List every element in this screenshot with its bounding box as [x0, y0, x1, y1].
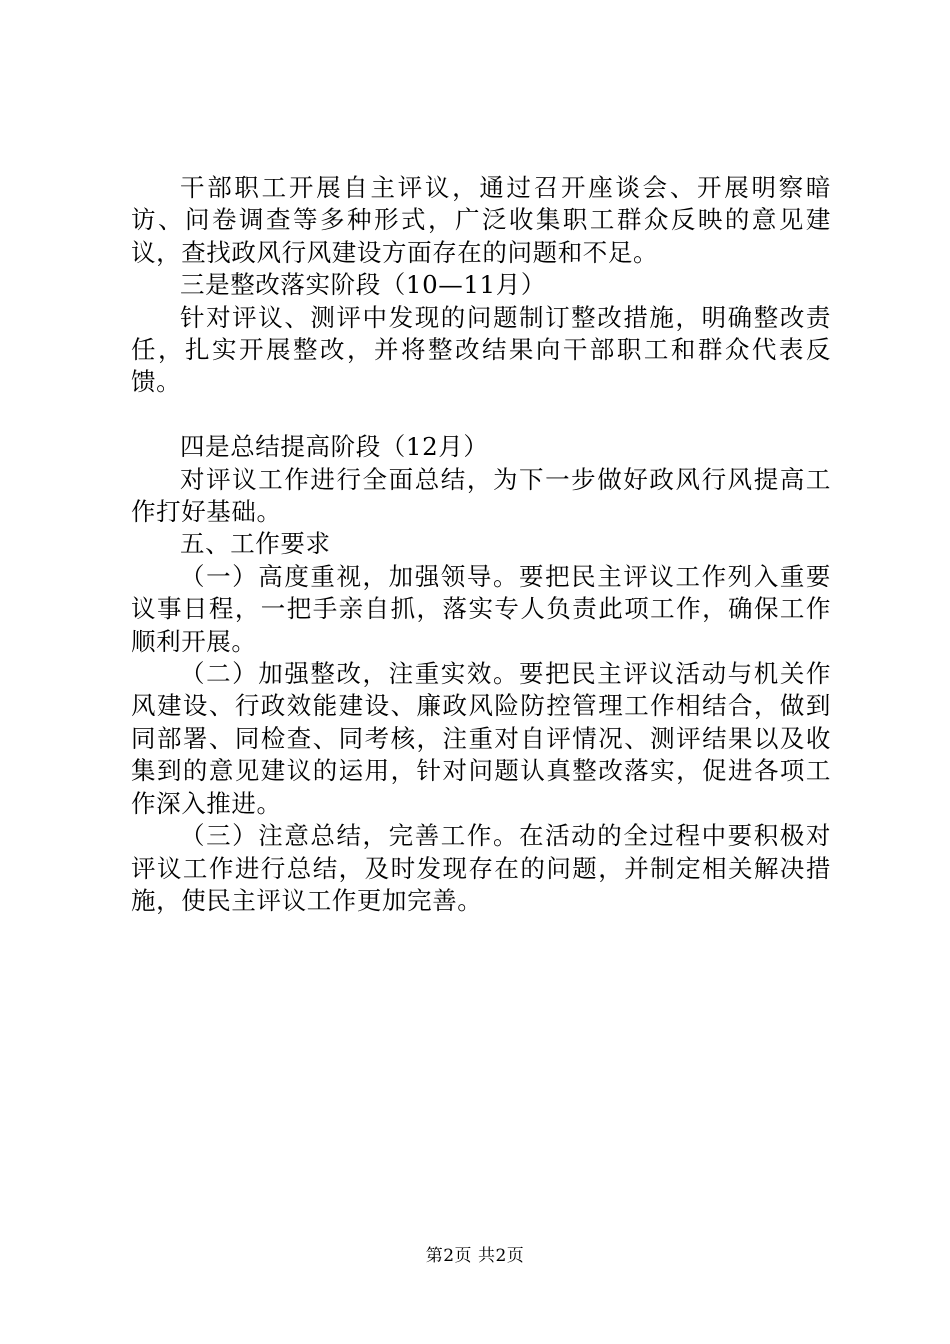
- paragraph-requirement-3: （三）注意总结，完善工作。在活动的全过程中要积极对评议工作进行总结，及时发现存在的问题，并制定相关解决措施，使民主评议工作更加完善。: [131, 821, 831, 915]
- paragraph-rectification-stage: 针对评议、测评中发现的问题制订整改措施，明确整改责任，扎实开展整改，并将整改结果向干部职工和群众代表反馈。: [131, 302, 831, 397]
- document-body: [131, 172, 831, 917]
- paragraph-requirement-1: （一）高度重视，加强领导。要把民主评议工作列入重要议事日程，一把手亲自抓，落实专人负责此项工作，确保工作顺利开展。: [131, 561, 831, 656]
- paragraph-self-review: 干部职工开展自主评议，通过召开座谈会、开展明察暗访、问卷调查等多种形式，广泛收集职工群众反映的意见建议，查找政风行风建设方面存在的问题和不足。: [131, 173, 831, 267]
- paragraph-rectification-stage-heading: 三是整改落实阶段（10—11月）: [180, 270, 546, 300]
- section-heading-work-requirements: 五、工作要求: [180, 529, 331, 559]
- paragraph-summary-stage-heading: 四是总结提高阶段（12月）: [180, 432, 489, 462]
- paragraph-summary-stage: 对评议工作进行全面总结，为下一步做好政风行风提高工作打好基础。: [131, 464, 831, 527]
- paragraph-requirement-2: （二）加强整改，注重实效。要把民主评议活动与机关作风建设、行政效能建设、廉政风险防控管理工作相结合，做到同部署、同检查、同考核，注重对自评情况、测评结果以及收集到的意见建议的运用，针对问题认真整改落实，促进各项工作深入推进。: [131, 659, 831, 818]
- page-number-label: 第2页 共2页: [425, 1246, 525, 1266]
- page-footer: [0, 1244, 950, 1268]
